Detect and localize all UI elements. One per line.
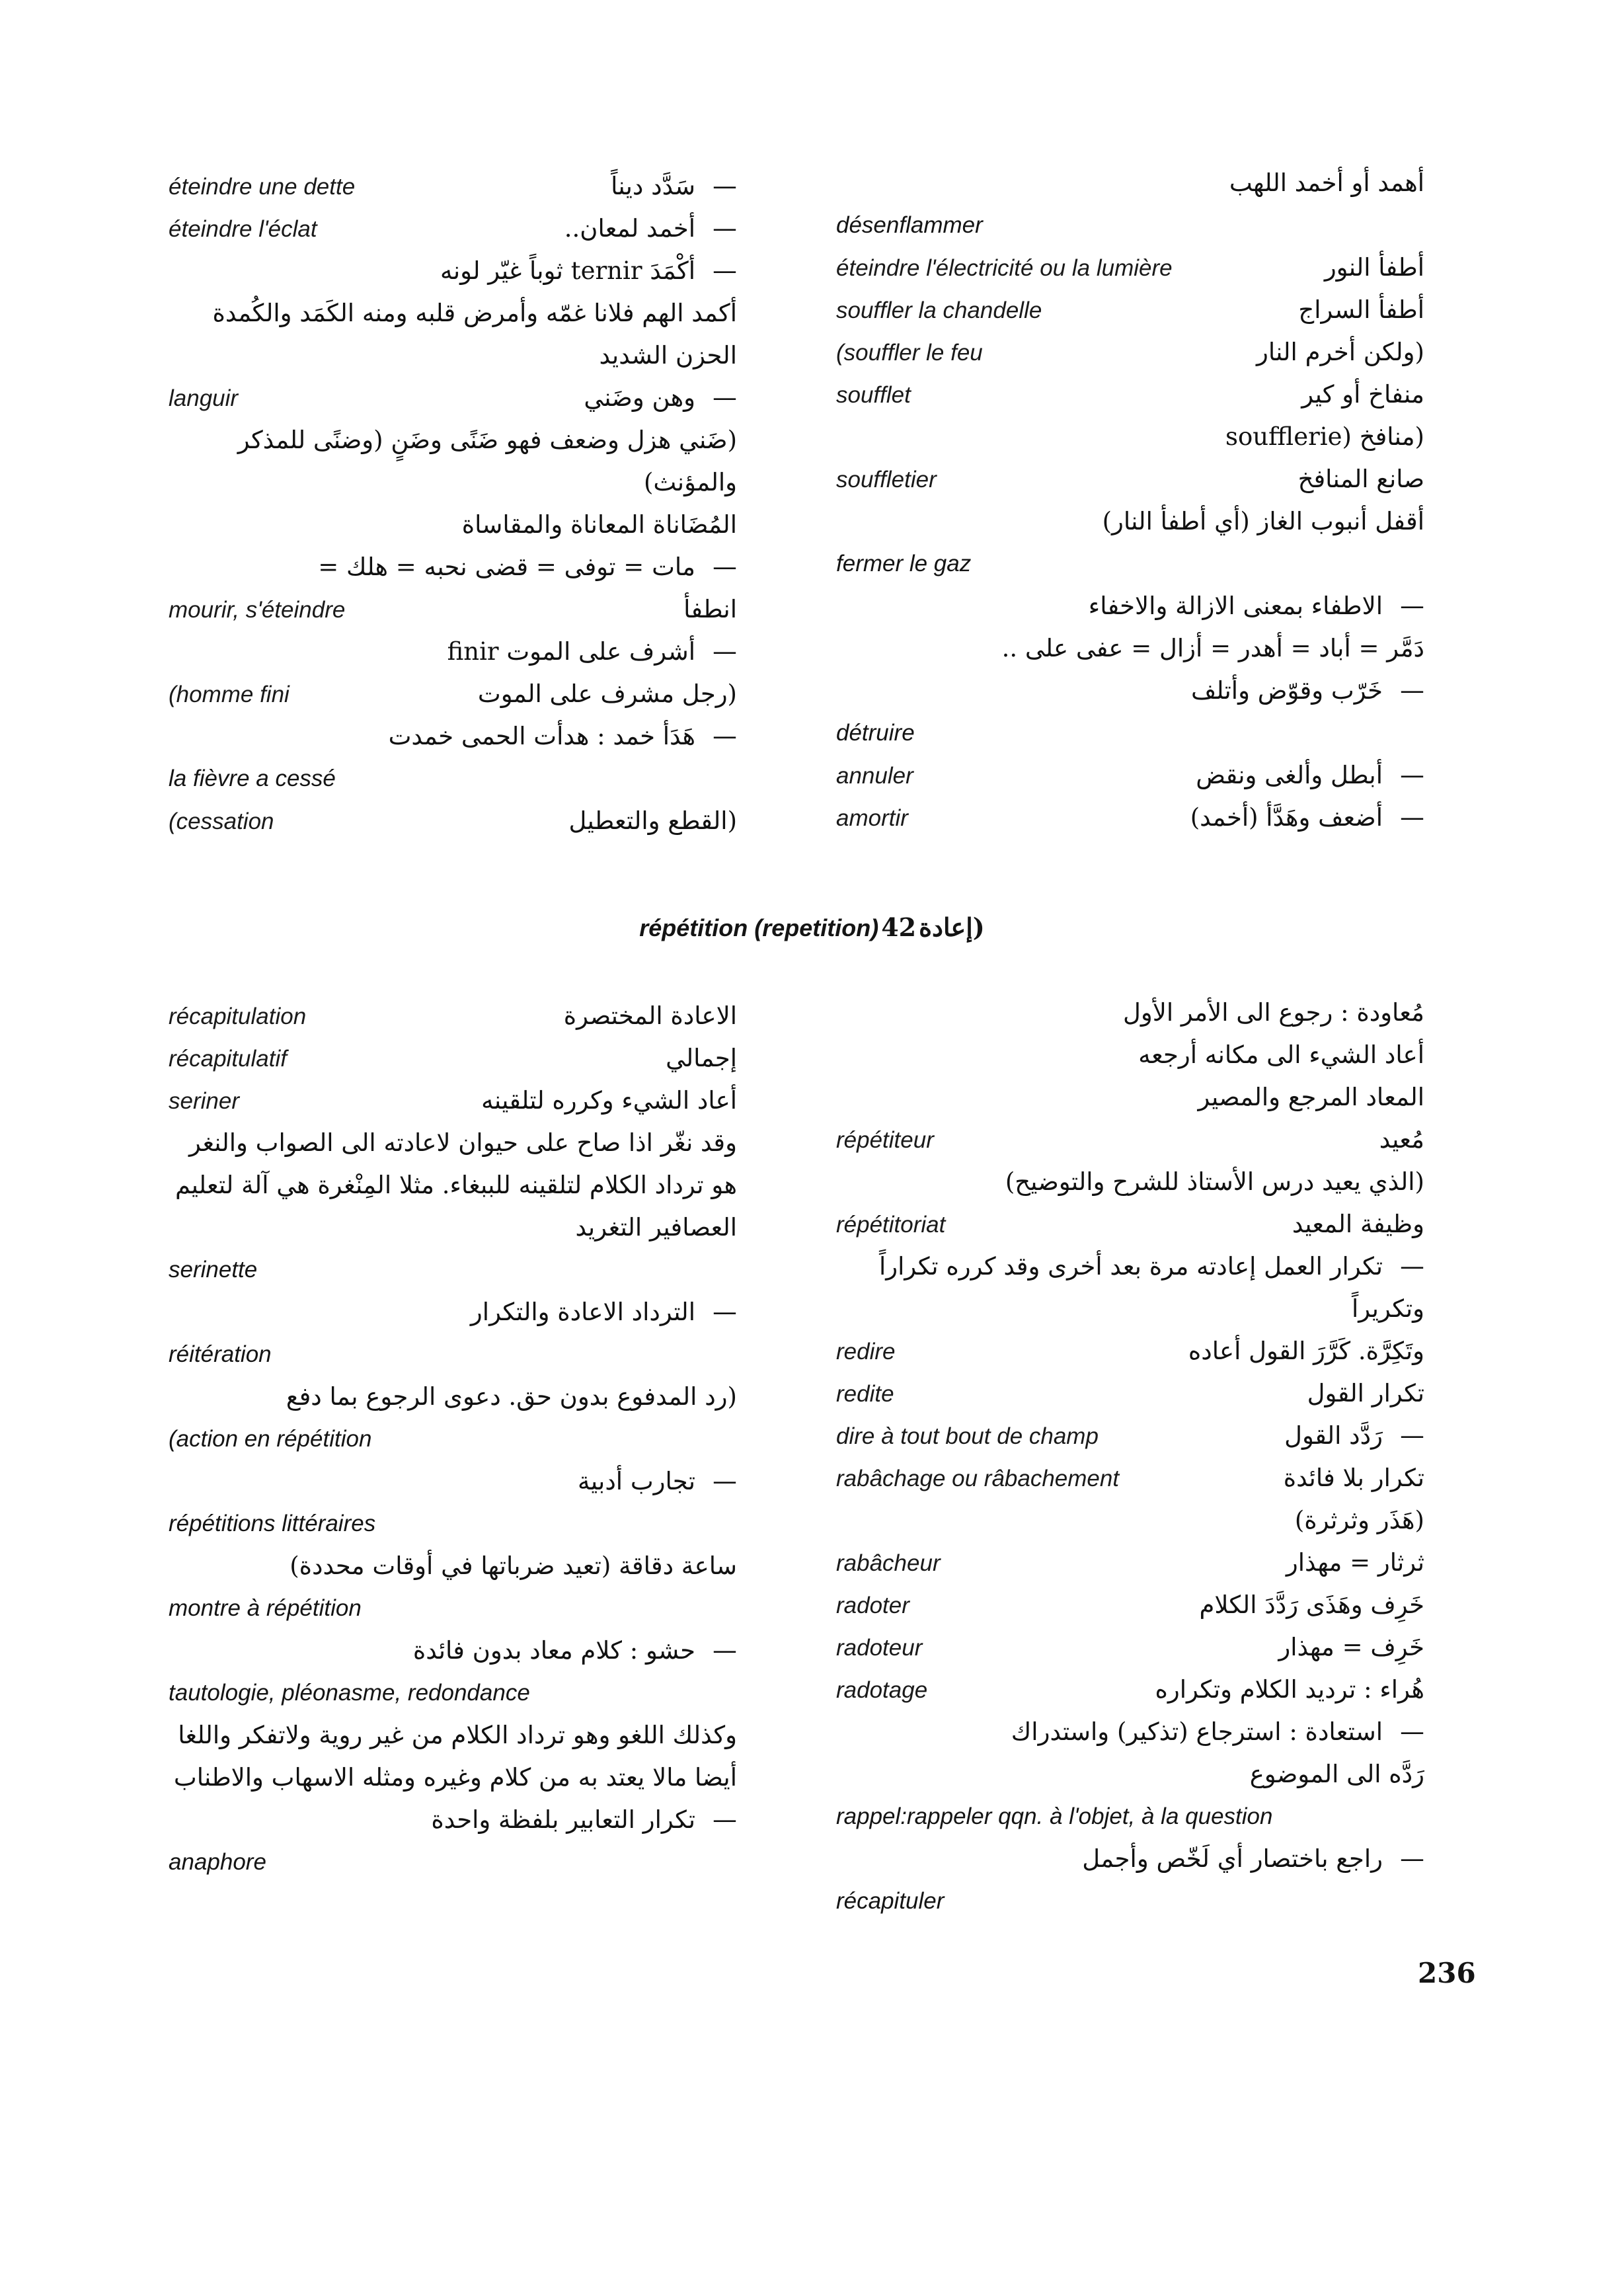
entry-arabic: دَمَّر = أباد = أهدر = أزال = عفى على .. xyxy=(1001,634,1424,662)
dictionary-entry xyxy=(169,1503,737,1545)
dictionary-entry xyxy=(836,204,1424,247)
entry-french: anaphore xyxy=(169,1849,266,1875)
dictionary-entry xyxy=(169,1545,737,1587)
entry-french: radotage xyxy=(836,1677,928,1703)
dictionary-entry xyxy=(836,1330,1424,1372)
dictionary-entry xyxy=(836,992,1424,1034)
entry-arabic: أعاد الشيء وكرره لتلقينه xyxy=(481,1086,737,1115)
entry-arabic: — هَدَأ خمد : هدأت الحمى خمدت xyxy=(169,715,737,758)
entry-french: annuler xyxy=(836,763,913,789)
entry-arabic: وقد نغّر اذا صاح على حيوان لاعادته الى الصواب والنغر هو ترداد الكلام لتلقينه للببغاء. مثلا المِنْغرة هي آلة لتعليم العصافير التغريد xyxy=(175,1128,737,1242)
entry-french: la fièvre a cessé xyxy=(169,766,336,791)
dictionary-entry xyxy=(169,1460,737,1503)
dictionary-entry xyxy=(169,758,737,800)
dictionary-entry xyxy=(836,1119,1424,1161)
entry-arabic: (ولكن أخرم النار xyxy=(1256,338,1424,366)
entry-french: (action en répétition xyxy=(169,1426,372,1452)
dictionary-entry xyxy=(836,1034,1424,1076)
entry-french: (souffler le feu xyxy=(836,340,983,366)
section-heading-number: 42) xyxy=(881,912,985,942)
dictionary-entry xyxy=(836,1584,1424,1626)
entry-french: éteindre une dette xyxy=(169,174,356,200)
entry-arabic: (الذي يعيد درس الأستاذ للشرح والتوضيح) xyxy=(1005,1168,1424,1196)
dictionary-entry xyxy=(169,1418,737,1460)
entry-french: répétitoriat xyxy=(836,1212,946,1238)
dictionary-entry xyxy=(836,627,1424,670)
entry-french: languir xyxy=(169,385,239,411)
entry-arabic: (القطع والتعطيل xyxy=(568,807,737,835)
dictionary-entry xyxy=(836,374,1424,416)
entry-arabic: — رَدَّد القول xyxy=(836,1415,1424,1457)
entry-arabic: صانع المنافخ xyxy=(1297,465,1424,493)
dictionary-entry xyxy=(836,712,1424,754)
dictionary-entry xyxy=(836,416,1424,458)
entry-arabic: (منافخ (soufflerie xyxy=(1225,422,1424,451)
dictionary-entry xyxy=(169,995,737,1037)
entry-french: désenflammer xyxy=(836,212,983,238)
dictionary-entry xyxy=(836,1499,1424,1542)
entry-arabic: — الترداد الاعادة والتكرار xyxy=(169,1291,737,1333)
entry-arabic: منفاخ أو كير xyxy=(1301,380,1424,409)
dictionary-entry xyxy=(169,715,737,758)
dictionary-entry xyxy=(836,1880,1424,1922)
dictionary-entry xyxy=(169,165,737,208)
entry-french: réitération xyxy=(169,1341,272,1367)
section-heading-french: répétition (repetition) xyxy=(639,914,879,941)
dictionary-entry xyxy=(169,1122,737,1249)
entry-arabic: الاعادة المختصرة xyxy=(563,1002,737,1030)
entry-french: éteindre l'électricité ou la lumière xyxy=(836,255,1173,281)
dictionary-entry xyxy=(169,1714,737,1799)
dictionary-entry xyxy=(836,331,1424,374)
entry-french: rabâcheur xyxy=(836,1550,941,1576)
entry-arabic: أكمد الهم فلانا غمّه وأمرض قلبه ومنه الكَمَد والكُمدة الحزن الشديد xyxy=(212,299,737,370)
entry-arabic: — حشو : كلام معاد بدون فائدة xyxy=(169,1630,737,1672)
dictionary-entry xyxy=(169,1333,737,1376)
dictionary-entry xyxy=(169,1037,737,1080)
dictionary-entry xyxy=(836,1372,1424,1415)
entry-french: rabâchage ou râbachement xyxy=(836,1466,1120,1491)
dictionary-entry xyxy=(836,1246,1424,1330)
dictionary-entry xyxy=(836,797,1424,839)
entry-arabic: خَرِف وهَذَى رَدَّدَ الكلام xyxy=(1199,1591,1424,1619)
dictionary-entry xyxy=(169,1587,737,1630)
dictionary-entry xyxy=(169,631,737,673)
dictionary-entry xyxy=(836,1415,1424,1457)
dictionary-entry xyxy=(836,289,1424,331)
entry-arabic: وظيفة المعيد xyxy=(1292,1210,1424,1238)
dictionary-entry xyxy=(169,1376,737,1418)
entry-french: dire à tout bout de champ xyxy=(836,1423,1099,1449)
entry-arabic: — استعادة : استرجاع (تذكير) واستدراك xyxy=(836,1711,1424,1753)
dictionary-entry xyxy=(169,1080,737,1122)
entry-arabic: أقفل أنبوب الغاز (أي أطفأ النار) xyxy=(1102,507,1424,535)
right-column-top xyxy=(836,162,1424,839)
entry-french: rappel:rappeler qqn. à l'objet, à la question xyxy=(836,1803,1273,1829)
dictionary-entry xyxy=(836,247,1424,289)
entry-arabic: — الاطفاء بمعنى الازالة والاخفاء xyxy=(836,585,1424,627)
entry-arabic: أطفأ النور xyxy=(1324,253,1424,282)
dictionary-entry xyxy=(169,504,737,546)
entry-french: (homme fini xyxy=(169,682,290,707)
entry-arabic: — أبطل وألغى ونقض xyxy=(836,754,1424,797)
dictionary-entry xyxy=(169,1799,737,1841)
entry-french: radoteur xyxy=(836,1635,923,1661)
left-column-top xyxy=(169,165,737,842)
entry-french: souffler la chandelle xyxy=(836,297,1042,323)
entry-arabic: — راجع باختصار أي لَخّص وأجمل xyxy=(836,1838,1424,1880)
dictionary-entry xyxy=(836,1161,1424,1203)
entry-arabic: مُعيد xyxy=(1379,1125,1424,1154)
dictionary-entry xyxy=(836,543,1424,585)
entry-arabic: — سَدَّد ديناً xyxy=(169,165,737,208)
entry-arabic: ساعة دقاقة (تعيد ضرباتها في أوقات محددة) xyxy=(290,1552,737,1580)
entry-french: répétiteur xyxy=(836,1127,934,1153)
entry-french: serinette xyxy=(169,1257,258,1283)
entry-french: (cessation xyxy=(169,809,274,834)
entry-french: répétitions littéraires xyxy=(169,1511,376,1536)
dictionary-entry xyxy=(836,670,1424,712)
dictionary-entry xyxy=(169,546,737,588)
entry-french: redire xyxy=(836,1339,896,1365)
section-heading xyxy=(0,912,1624,942)
entry-french: redite xyxy=(836,1381,894,1407)
dictionary-entry xyxy=(836,458,1424,500)
dictionary-entry xyxy=(169,377,737,419)
dictionary-entry xyxy=(169,292,737,377)
entry-arabic: هُراء : ترديد الكلام وتكراره xyxy=(1155,1675,1424,1704)
entry-arabic: أطفأ السراج xyxy=(1298,296,1424,324)
entry-french: tautologie, pléonasme, redondance xyxy=(169,1680,530,1706)
entry-arabic: (ضَني هزل وضعف فهو ضَنًى وضَنٍ (وضنًى للمذكر والمؤنث) xyxy=(237,426,737,496)
entry-french: soufflet xyxy=(836,382,911,408)
entry-french: montre à répétition xyxy=(169,1595,362,1621)
entry-arabic: تكرار بلا فائدة xyxy=(1283,1464,1424,1492)
dictionary-entry xyxy=(836,1838,1424,1880)
entry-arabic: أعاد الشيء الى مكانه أرجعه xyxy=(1138,1041,1424,1069)
dictionary-entry xyxy=(169,250,737,292)
entry-arabic: خَرِف = مهذار xyxy=(1278,1633,1424,1661)
dictionary-entry xyxy=(169,208,737,250)
section-heading-arabic: إعادة xyxy=(919,912,973,942)
entry-arabic: المعاد المرجع والمصير xyxy=(1198,1083,1424,1111)
entry-arabic: — تكرار التعابير بلفظة واحدة xyxy=(169,1799,737,1841)
entry-arabic: وكذلك اللغو وهو ترداد الكلام من غير روية ولاتفكر واللغا أيضا مالا يعتد به من كلام وغيره ومثله الاسهاب والاطناب xyxy=(173,1721,737,1792)
dictionary-entry xyxy=(836,1796,1424,1838)
dictionary-entry xyxy=(169,1249,737,1291)
entry-french: récapitulation xyxy=(169,1004,307,1029)
entry-arabic: ثرثار = مهذار xyxy=(1286,1548,1424,1577)
entry-french: fermer le gaz xyxy=(836,551,972,576)
entry-arabic: المُضَاناة المعاناة والمقاساة xyxy=(461,510,737,539)
entry-french: radoter xyxy=(836,1593,909,1618)
entry-arabic: — أضعف وهَدَّأ (أخمد) xyxy=(836,797,1424,839)
dictionary-entry xyxy=(836,1457,1424,1499)
entry-french: récapitulatif xyxy=(169,1046,287,1072)
dictionary-entry xyxy=(836,1076,1424,1119)
dictionary-entry xyxy=(169,673,737,715)
entry-french: mourir, s'éteindre xyxy=(169,597,346,623)
entry-french: récapituler xyxy=(836,1888,945,1914)
entry-arabic: انطفأ xyxy=(683,595,737,623)
left-column-bottom xyxy=(169,995,737,1883)
dictionary-entry xyxy=(836,1203,1424,1246)
dictionary-entry xyxy=(836,500,1424,543)
dictionary-entry xyxy=(836,754,1424,797)
dictionary-entry xyxy=(836,1542,1424,1584)
dictionary-entry xyxy=(169,800,737,842)
entry-arabic: — تجارب أدبية xyxy=(169,1460,737,1503)
entry-arabic: إجمالي xyxy=(666,1044,737,1072)
entry-arabic: تكرار القول xyxy=(1307,1379,1424,1407)
entry-arabic: رَدَّه الى الموضوع xyxy=(1249,1760,1424,1788)
dictionary-entry xyxy=(836,1626,1424,1669)
dictionary-entry xyxy=(836,1669,1424,1711)
entry-arabic: أهمد أو أخمد اللهب xyxy=(1229,169,1424,197)
dictionary-entry xyxy=(169,1630,737,1672)
dictionary-entry xyxy=(169,1291,737,1333)
dictionary-entry xyxy=(836,1711,1424,1753)
right-column-bottom xyxy=(836,992,1424,1922)
dictionary-entry xyxy=(836,1753,1424,1796)
dictionary-entry xyxy=(836,585,1424,627)
entry-french: souffletier xyxy=(836,467,937,493)
entry-arabic: مُعاودة : رجوع الى الأمر الأول xyxy=(1122,998,1424,1027)
dictionary-entry xyxy=(169,588,737,631)
entry-arabic: — أكْمَدَ ternir ثوباً غيّر لونه xyxy=(169,250,737,292)
entry-arabic: (رد المدفوع بدون حق. دعوى الرجوع بما دفع xyxy=(286,1382,737,1411)
entry-arabic: — تكرار العمل إعادته مرة بعد أخرى وقد كرره تكراراً وتكريراً xyxy=(836,1246,1424,1330)
entry-arabic: — أشرف على الموت finir xyxy=(169,631,737,673)
entry-arabic: — خَرّب وقوّض وأتلف xyxy=(836,670,1424,712)
dictionary-entry xyxy=(169,419,737,504)
entry-french: détruire xyxy=(836,720,915,746)
dictionary-entry xyxy=(836,162,1424,204)
entry-french: seriner xyxy=(169,1088,239,1114)
entry-french: amortir xyxy=(836,805,908,831)
page-number: 236 xyxy=(1418,1957,1476,1989)
entry-arabic: وتَكِرَّة. كَرَّرَ القول أعاده xyxy=(1188,1337,1424,1365)
entry-arabic: — أخمد لمعان.. xyxy=(169,208,737,250)
entry-arabic: — وهن وضَني xyxy=(169,377,737,419)
entry-arabic: — مات = توفى = قضى نحبه = هلك = xyxy=(169,546,737,588)
entry-arabic: (هَذَر وثرثرة) xyxy=(1294,1506,1424,1534)
entry-arabic: (رجل مشرف على الموت xyxy=(477,680,737,708)
dictionary-entry xyxy=(169,1672,737,1714)
entry-french: éteindre l'éclat xyxy=(169,216,317,242)
dictionary-entry xyxy=(169,1841,737,1883)
